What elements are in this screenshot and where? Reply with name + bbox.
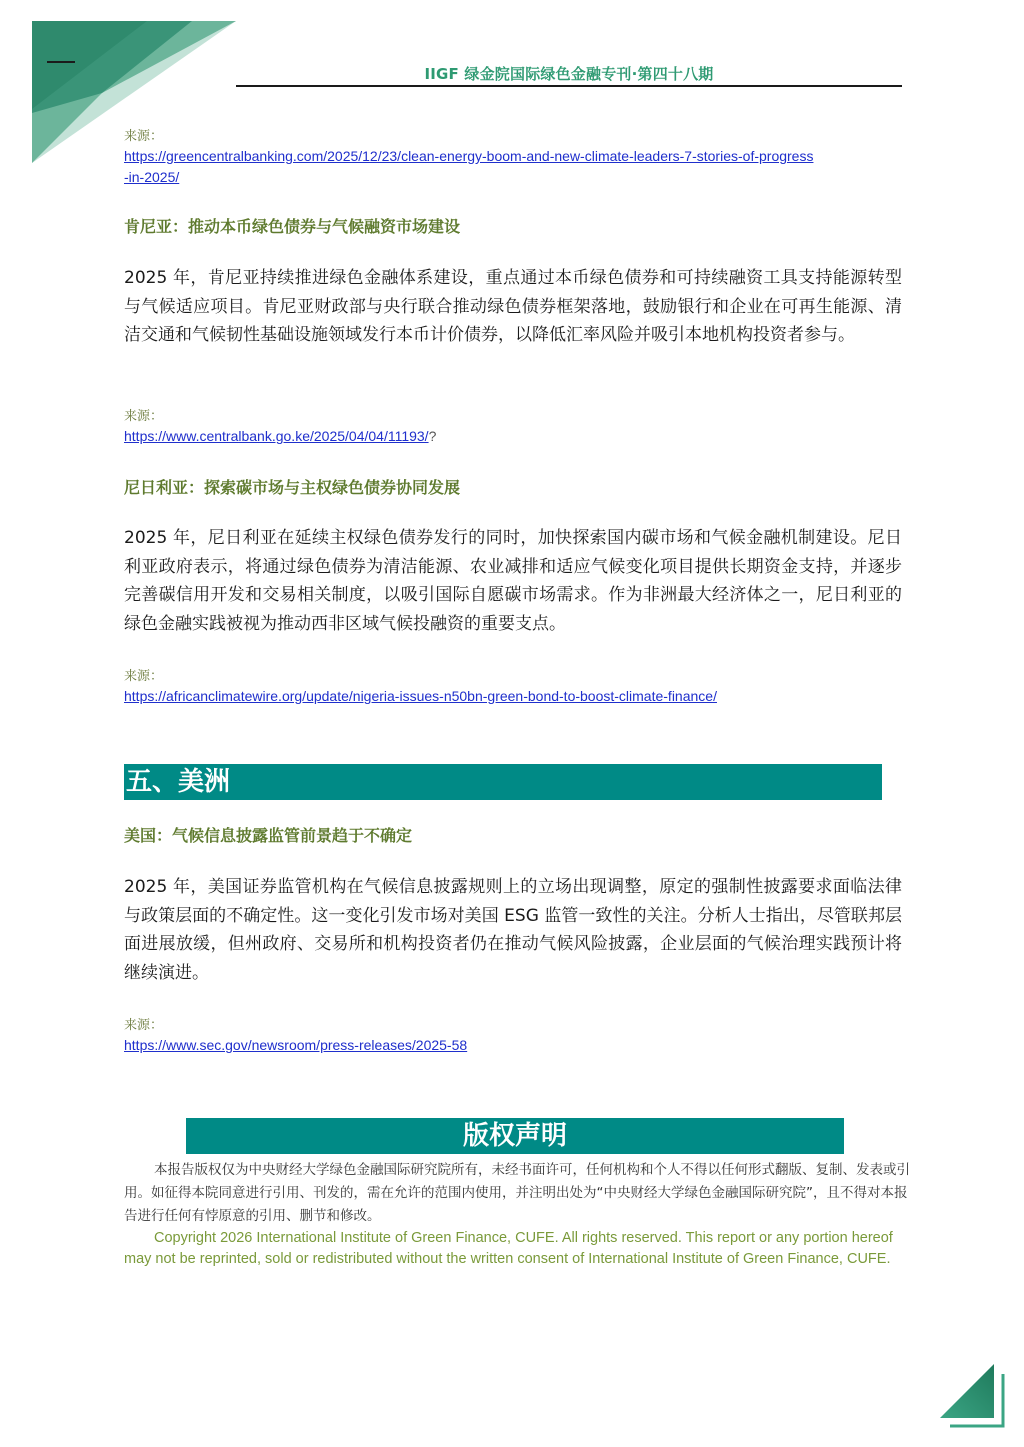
section-title-americas: 五、美洲 [124,764,882,800]
page-header-title: IIGF 绿金院国际绿色金融专刊·第四十八期 [424,65,714,83]
header-dash-mark [47,61,75,63]
header-divider [236,85,902,87]
corner-decoration-triangle-icon [936,1358,1008,1428]
copyright-text-en: Copyright 2026 International Institute of Green Finance, CUFE. All rights reserved. This report or any portion hereof may not be reprinted, sold or redistributed without the written consent of International Institute of Green Finance, CUFE. [124,1230,893,1267]
copyright-text-cn: 本报告版权仅为中央财经大学绿色金融国际研究院所有，未经书面许可，任何机构和个人不得以任何形式翻版、复制、发表或引用。如征得本院同意进行引用、刊发的，需在允许的范围内使用，并注明出处为“中央财经大学绿色金融国际研究院”，且不得对本报告进行任何有悖原意的引用、删节和修改。 [124,1162,910,1224]
source-link-africanclimatewire[interactable]: https://africanclimatewire.org/update/nigeria-issues-n50bn-green-bond-to-boost-climate-finance/ [124,688,717,704]
article-heading-nigeria: 尼日利亚：探索碳市场与主权绿色债券协同发展 [124,478,461,497]
source-label: 来源： [124,1018,164,1033]
article-body-kenya: 2025 年，肯尼亚持续推进绿色金融体系建设，重点通过本币绿色债券和可持续融资工具支持能源转型与气候适应项目。肯尼亚财政部与央行联合推动绿色债券框架落地，鼓励银行和企业在可再生能源、清洁交通和气候韧性基础设施领域发行本币计价债券，以降低汇率风险并吸引本地机构投资者参与。 [124,268,902,346]
source-link-centralbank-kenya[interactable]: https://www.centralbank.go.ke/2025/04/04/11193/ [124,428,429,444]
source-link-sec[interactable]: https://www.sec.gov/newsroom/press-releases/2025-58 [124,1037,468,1053]
article-heading-usa: 美国：气候信息披露监管前景趋于不确定 [124,826,413,845]
source-label: 来源： [124,669,164,684]
article-heading-kenya: 肯尼亚：推动本币绿色债券与气候融资市场建设 [124,217,461,236]
article-body-nigeria: 2025 年，尼日利亚在延续主权绿色债券发行的同时，加快探索国内碳市场和气候金融机制建设。尼日利亚政府表示，将通过绿色债券为清洁能源、农业减排和适应气候变化项目提供长期资金支持，并逐步完善碳信用开发和交易相关制度，以吸引国际自愿碳市场需求。作为非洲最大经济体之一，尼日利亚的绿色金融实践被视为推动西非区域气候投融资的重要支点。 [124,528,902,635]
source-label: 来源： [124,409,164,424]
source-link-greencentralbanking[interactable] [124,146,904,188]
source-link-suffix: ? [428,428,437,444]
source-link-line2: -in-2025/ [124,169,180,185]
source-link-line1: https://greencentralbanking.com/2025/12/23/clean-energy-boom-and-new-climate-leaders-7-stories-of-progress [124,148,814,164]
copyright-title: 版权声明 [186,1118,844,1154]
article-body-usa: 2025 年，美国证券监管机构在气候信息披露规则上的立场出现调整，原定的强制性披露要求面临法律与政策层面的不确定性。这一变化引发市场对美国 ESG 监管一致性的关注。分析人士指出，尽管联邦层面进展放缓，但州政府、交易所和机构投资者仍在推动气候风险披露，企业层面的气候治理实践预计将继续演进。 [124,877,902,984]
source-label: 来源： [124,129,164,144]
